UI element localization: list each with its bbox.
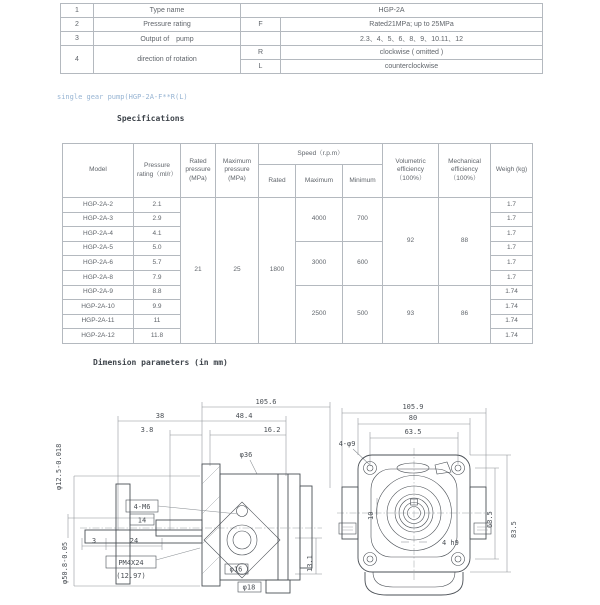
type-name-label: Type name xyxy=(94,4,241,18)
model-cell: HGP-2A-5 xyxy=(63,241,134,256)
weight-cell: 1.74 xyxy=(491,285,533,300)
rotation-value-r: clockwise ( omitted ) xyxy=(281,46,543,60)
spec-row xyxy=(63,285,533,300)
dim-v-83-5: 83.5 xyxy=(510,521,518,538)
displacement-cell: 4.1 xyxy=(134,227,181,242)
displacement-cell: 11.8 xyxy=(134,329,181,344)
model-cell: HGP-2A-12 xyxy=(63,329,134,344)
weight-cell: 1.74 xyxy=(491,329,533,344)
pilot-diameter-label: φ50.8-0.05 xyxy=(61,541,69,584)
pressure-rating-code: F xyxy=(241,18,281,32)
label-bolt-holes: 4-φ9 xyxy=(338,440,356,448)
col-header-speed: Speed（r.p.m） xyxy=(259,144,383,165)
shaft-diameter-label: φ12.5-0.018 xyxy=(55,443,63,490)
max-speed-cell: 4000 xyxy=(296,198,343,242)
label-thread: PM4X24 xyxy=(118,559,144,567)
dim-overall-length: 105.6 xyxy=(255,398,277,406)
model-cell: HGP-2A-10 xyxy=(63,300,134,315)
dim-v-63-5: 63.5 xyxy=(486,511,494,528)
model-cell: HGP-2A-4 xyxy=(63,227,134,242)
label-phi36: φ36 xyxy=(239,451,253,459)
vol-eff-cell: 92 xyxy=(383,198,439,286)
vol-eff-cell: 93 xyxy=(383,285,439,343)
dim-38: 38 xyxy=(155,412,165,420)
side-view-svg xyxy=(50,388,335,600)
front-view-svg xyxy=(335,388,565,600)
dimension-heading: Dimension parameters (in mm) xyxy=(93,358,228,367)
pressure-rating-label: Pressure rating xyxy=(94,18,241,32)
left-drawing-side-view xyxy=(50,388,335,605)
model-cell: HGP-2A-6 xyxy=(63,256,134,271)
rotation-value-l: counterclockwise xyxy=(281,60,543,74)
label-thread-note: (12.97) xyxy=(116,572,146,580)
output-value: 2.3、4、5、6、8、9、10.11、12 xyxy=(281,32,543,46)
displacement-cell: 5.7 xyxy=(134,256,181,271)
dim-10: 10 xyxy=(367,511,375,520)
right-drawing-front-view xyxy=(335,388,565,605)
col-header-weight: Weigh (kg) xyxy=(491,144,533,198)
col-header-max-pressure: Maximum pressure (MPa) xyxy=(216,144,259,198)
dim-48-4: 48.4 xyxy=(235,412,253,420)
displacement-cell: 11 xyxy=(134,314,181,329)
leader-phi36 xyxy=(250,460,257,474)
displacement-cell: 2.1 xyxy=(134,198,181,213)
leader-thread xyxy=(156,548,200,560)
port-label-boxes xyxy=(339,523,491,534)
flange-hatching xyxy=(202,466,220,574)
max-speed-cell: 2500 xyxy=(296,285,343,343)
rotation-code-l: L xyxy=(241,60,281,74)
col-header-displacement: Pressure rating（ml/r） xyxy=(134,144,181,198)
dim-80: 80 xyxy=(408,414,418,422)
info-row xyxy=(61,18,543,32)
rotation-label: direction of rotation xyxy=(94,46,241,74)
pressure-rating-value: Rated21MPa; up to 25MPa xyxy=(281,18,543,32)
type-info-table xyxy=(60,3,543,74)
col-header-speed-rated: Rated xyxy=(259,165,296,198)
row-number: 4 xyxy=(61,46,94,74)
info-row xyxy=(61,32,543,46)
dim-3: 3 xyxy=(91,537,97,545)
info-row xyxy=(61,4,543,18)
output-code-empty xyxy=(241,32,281,46)
spec-row xyxy=(63,198,533,213)
model-cell: HGP-2A-8 xyxy=(63,270,134,285)
dim-63-5: 63.5 xyxy=(404,428,422,436)
dim-13-1: 13.1 xyxy=(306,555,314,572)
displacement-cell: 2.9 xyxy=(134,212,181,227)
min-speed-cell: 600 xyxy=(343,241,383,285)
displacement-cell: 7.9 xyxy=(134,270,181,285)
col-header-rated-pressure: Rated pressure (MPa) xyxy=(181,144,216,198)
weight-cell: 1.7 xyxy=(491,198,533,213)
weight-cell: 1.7 xyxy=(491,256,533,271)
model-cell: HGP-2A-9 xyxy=(63,285,134,300)
weight-cell: 1.7 xyxy=(491,270,533,285)
product-link[interactable]: single gear pump(HGP-2A-F**R(L) xyxy=(57,93,188,101)
displacement-cell: 9.9 xyxy=(134,300,181,315)
dim-24: 24 xyxy=(129,537,139,545)
rated-pressure-cell: 21 xyxy=(181,198,216,344)
row-number: 1 xyxy=(61,4,94,18)
output-label: Output of pump xyxy=(94,32,241,46)
spec-header-row xyxy=(63,144,533,165)
weight-cell: 1.74 xyxy=(491,314,533,329)
leader-bolt-holes xyxy=(353,449,371,466)
specifications-table xyxy=(62,143,533,344)
rotation-code-r: R xyxy=(241,46,281,60)
col-header-vol-eff: Volumetric efficiency（100%） xyxy=(383,144,439,198)
row-number: 3 xyxy=(61,32,94,46)
specifications-heading: Specifications xyxy=(117,114,185,123)
displacement-cell: 8.8 xyxy=(134,285,181,300)
label-4-m6: 4-M6 xyxy=(133,503,151,511)
label-key-width: 4 h9 xyxy=(442,539,459,547)
col-header-mech-eff: Mechanical efficiency（100%） xyxy=(439,144,491,198)
dim-overall-width: 105.9 xyxy=(402,403,424,411)
min-speed-cell: 700 xyxy=(343,198,383,242)
weight-cell: 1.7 xyxy=(491,241,533,256)
max-pressure-cell: 25 xyxy=(216,198,259,344)
info-row xyxy=(61,46,543,60)
col-header-speed-min: Minimum xyxy=(343,165,383,198)
weight-cell: 1.7 xyxy=(491,227,533,242)
label-port-18: φ18 xyxy=(242,583,256,592)
dim-3-8: 3.8 xyxy=(140,426,154,434)
weight-cell: 1.7 xyxy=(491,212,533,227)
model-cell: HGP-2A-2 xyxy=(63,198,134,213)
casting-marks xyxy=(397,462,451,474)
displacement-cell: 5.0 xyxy=(134,241,181,256)
rated-speed-cell: 1800 xyxy=(259,198,296,344)
mech-eff-cell: 88 xyxy=(439,198,491,286)
dim-16-2: 16.2 xyxy=(263,426,281,434)
row-number: 2 xyxy=(61,18,94,32)
label-14: 14 xyxy=(137,516,147,525)
model-cell: HGP-2A-3 xyxy=(63,212,134,227)
max-speed-cell: 3000 xyxy=(296,241,343,285)
col-header-speed-max: Maximum xyxy=(296,165,343,198)
type-name-value: HGP-2A xyxy=(241,4,543,18)
weight-cell: 1.74 xyxy=(491,300,533,315)
model-cell: HGP-2A-11 xyxy=(63,314,134,329)
mech-eff-cell: 86 xyxy=(439,285,491,343)
label-port-16: φ16 xyxy=(229,565,243,574)
col-header-model: Model xyxy=(63,144,134,198)
min-speed-cell: 500 xyxy=(343,285,383,343)
dimension-lines xyxy=(68,407,330,586)
